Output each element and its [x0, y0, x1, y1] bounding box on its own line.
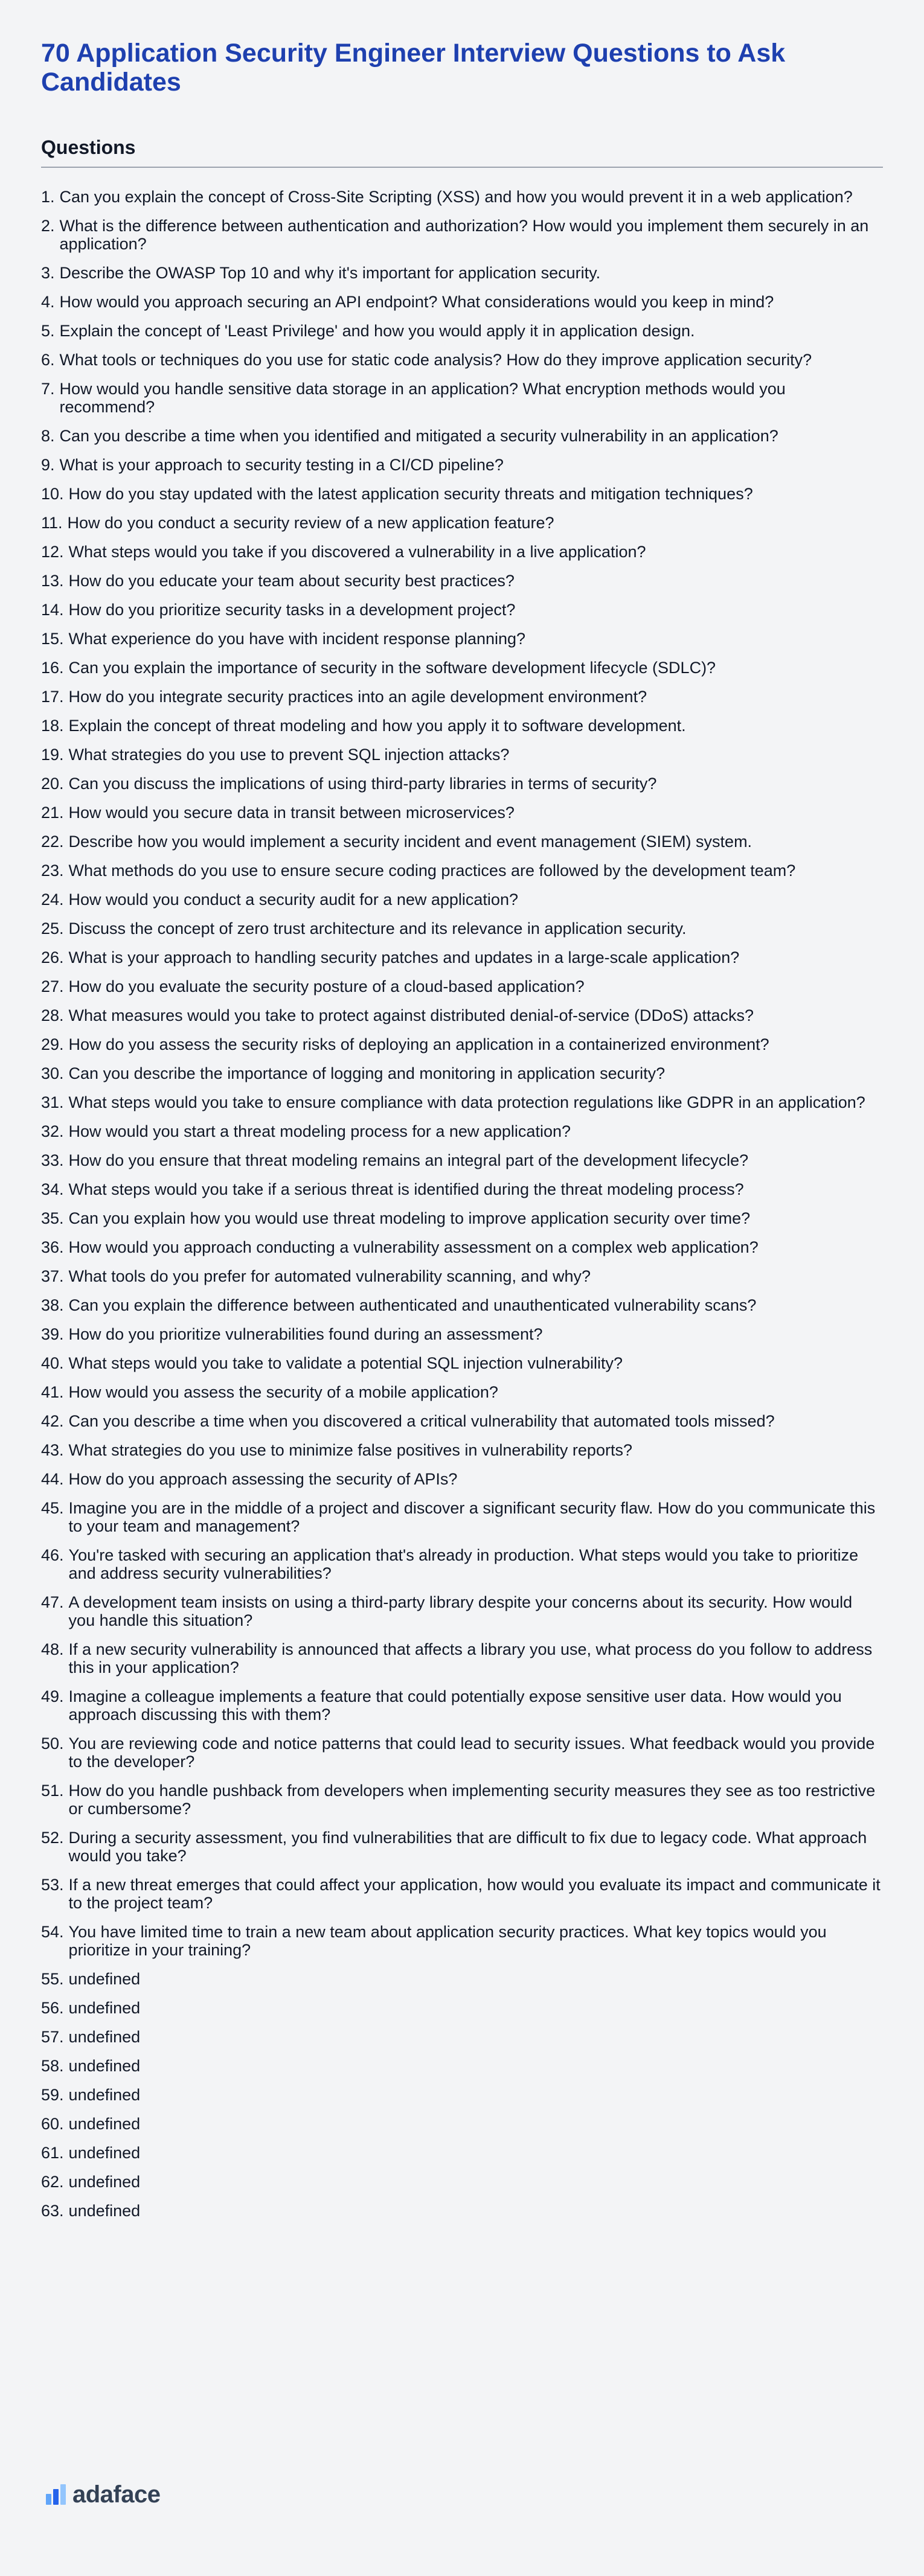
question-text: undefined: [68, 2086, 141, 2104]
question-text: Describe how you would implement a security incident and event management (SIEM) system.: [68, 833, 752, 851]
question-number: 56.: [41, 1999, 64, 2017]
question-number: 6.: [41, 351, 55, 369]
question-number: 55.: [41, 1970, 64, 1988]
question-text: How do you evaluate the security posture of a cloud-based application?: [68, 977, 585, 996]
question-number: 26.: [41, 948, 64, 967]
question-text: What is your approach to handling security patches and updates in a large-scale application?: [68, 948, 740, 967]
question-text: undefined: [68, 2028, 141, 2046]
question-text: Can you describe the importance of logging and monitoring in application security?: [68, 1064, 666, 1082]
question-item: [41, 1682, 883, 1729]
question-number: 60.: [41, 2115, 64, 2133]
question-number: 3.: [41, 264, 55, 282]
question-item: [41, 2022, 883, 2051]
question-text: Explain the concept of threat modeling and how you apply it to software development.: [68, 717, 686, 735]
question-item: [41, 1436, 883, 1465]
question-text: Can you explain the difference between authenticated and unauthenticated vulnerability scans?: [68, 1296, 757, 1314]
question-text: undefined: [68, 2173, 141, 2191]
question-item: [41, 1635, 883, 1682]
question-text: What steps would you take if a serious threat is identified during the threat modeling process?: [68, 1180, 744, 1198]
question-number: 17.: [41, 688, 64, 706]
question-item: [41, 653, 883, 682]
question-text: If a new threat emerges that could affect your application, how would you evaluate its impact and communicate it to the project team?: [68, 1876, 881, 1912]
question-text: What steps would you take if you discovered a vulnerability in a live application?: [68, 543, 646, 561]
question-text: How do you approach assessing the security of APIs?: [68, 1470, 458, 1488]
question-text: How would you assess the security of a mobile application?: [68, 1383, 498, 1401]
question-item: [41, 421, 883, 450]
question-number: 2.: [41, 217, 55, 235]
question-number: 25.: [41, 919, 64, 938]
brand-name: adaface: [72, 2481, 161, 2508]
question-number: 40.: [41, 1354, 64, 1372]
question-item: [41, 885, 883, 914]
question-text: Can you discuss the implications of using third-party libraries in terms of security?: [68, 775, 657, 793]
question-number: 12.: [41, 543, 64, 561]
question-number: 9.: [41, 456, 55, 474]
question-item: [41, 1378, 883, 1407]
question-number: 47.: [41, 1593, 64, 1611]
question-number: 32.: [41, 1122, 64, 1140]
question-item: [41, 2138, 883, 2167]
question-item: [41, 1088, 883, 1117]
question-number: 34.: [41, 1180, 64, 1198]
question-number: 44.: [41, 1470, 64, 1488]
question-item: [41, 1407, 883, 1436]
question-number: 15.: [41, 630, 64, 648]
question-text: How do you integrate security practices into an agile development environment?: [68, 688, 647, 706]
question-text: How do you educate your team about security best practices?: [68, 572, 515, 590]
question-item: [41, 374, 883, 421]
question-text: How do you prioritize vulnerabilities found during an assessment?: [68, 1325, 543, 1343]
question-number: 42.: [41, 1412, 64, 1430]
question-text: undefined: [68, 2144, 141, 2162]
question-text: Describe the OWASP Top 10 and why it's important for application security.: [59, 264, 601, 282]
question-number: 50.: [41, 1734, 64, 1753]
question-number: 14.: [41, 601, 64, 619]
question-item: [41, 856, 883, 885]
question-text: What measures would you take to protect against distributed denial-of-service (DDoS) attacks?: [68, 1006, 754, 1024]
question-item: [41, 798, 883, 827]
question-item: [41, 211, 883, 258]
question-number: 20.: [41, 775, 64, 793]
question-item: [41, 769, 883, 798]
section-divider: [41, 167, 883, 168]
question-item: [41, 1541, 883, 1588]
question-item: [41, 1291, 883, 1320]
question-text: Can you explain how you would use threat modeling to improve application security over time?: [68, 1209, 751, 1227]
question-item: [41, 972, 883, 1001]
question-item: [41, 2080, 883, 2109]
question-number: 23.: [41, 861, 64, 880]
question-item: [41, 624, 883, 653]
question-text: What is the difference between authentication and authorization? How would you implement them securely in an application?: [59, 217, 869, 253]
question-item: [41, 1494, 883, 1541]
question-number: 11.: [41, 514, 63, 532]
question-text: How do you ensure that threat modeling remains an integral part of the development lifecycle?: [68, 1151, 749, 1169]
question-number: 49.: [41, 1687, 64, 1705]
question-item: [41, 595, 883, 624]
question-text: Can you describe a time when you identified and mitigated a security vulnerability in an application?: [59, 427, 778, 445]
question-item: [41, 287, 883, 316]
question-text: undefined: [68, 1970, 141, 1988]
question-number: 5.: [41, 322, 55, 340]
question-number: 38.: [41, 1296, 64, 1314]
question-item: [41, 316, 883, 345]
question-text: Imagine a colleague implements a feature that could potentially expose sensitive user data. How would you approach discussing this with them?: [68, 1687, 842, 1724]
question-item: [41, 1964, 883, 1993]
question-list: [41, 182, 883, 2225]
section-heading: Questions: [41, 136, 136, 158]
question-item: [41, 1262, 883, 1291]
question-text: Can you describe a time when you discovered a critical vulnerability that automated tools missed?: [68, 1412, 775, 1430]
question-number: 27.: [41, 977, 64, 996]
question-item: [41, 1870, 883, 1917]
question-number: 63.: [41, 2202, 64, 2220]
question-text: What strategies do you use to minimize false positives in vulnerability reports?: [68, 1441, 632, 1459]
question-text: Imagine you are in the middle of a project and discover a significant security flaw. How do you communicate this to your team and management?: [68, 1499, 876, 1535]
question-item: [41, 1349, 883, 1378]
question-text: A development team insists on using a third-party library despite your concerns about its security. How would you handle this situation?: [68, 1593, 853, 1629]
question-number: 53.: [41, 1876, 64, 1894]
question-text: How do you prioritize security tasks in a development project?: [68, 601, 516, 619]
question-number: 36.: [41, 1238, 64, 1256]
question-number: 31.: [41, 1093, 64, 1111]
page-title: 70 Application Security Engineer Interview Questions to Ask Candidates: [41, 39, 786, 97]
question-item: [41, 508, 883, 537]
question-text: What tools or techniques do you use for static code analysis? How do they improve application security?: [59, 351, 812, 369]
question-text: How do you stay updated with the latest application security threats and mitigation techniques?: [68, 485, 753, 503]
question-text: Explain the concept of 'Least Privilege' and how you would apply it in application design.: [59, 322, 695, 340]
question-text: How do you handle pushback from developers when implementing security measures they see as too restrictive or cumbersome?: [68, 1782, 876, 1818]
question-item: [41, 1320, 883, 1349]
question-item: [41, 1175, 883, 1204]
question-text: What strategies do you use to prevent SQL injection attacks?: [68, 746, 510, 764]
question-item: [41, 2051, 883, 2080]
question-number: 10.: [41, 485, 64, 503]
question-item: [41, 1233, 883, 1262]
question-text: What is your approach to security testing in a CI/CD pipeline?: [59, 456, 504, 474]
question-item: [41, 479, 883, 508]
question-text: What methods do you use to ensure secure coding practices are followed by the development team?: [68, 861, 796, 880]
question-item: [41, 1917, 883, 1964]
question-item: [41, 1776, 883, 1823]
question-item: [41, 2167, 883, 2196]
question-text: Can you explain the importance of security in the software development lifecycle (SDLC)?: [68, 659, 716, 677]
question-item: [41, 1465, 883, 1494]
question-number: 29.: [41, 1035, 64, 1053]
question-item: [41, 740, 883, 769]
question-number: 45.: [41, 1499, 64, 1517]
question-number: 39.: [41, 1325, 64, 1343]
question-number: 24.: [41, 890, 64, 909]
question-text: What steps would you take to validate a potential SQL injection vulnerability?: [68, 1354, 623, 1372]
question-item: [41, 1588, 883, 1635]
question-number: 41.: [41, 1383, 64, 1401]
question-item: [41, 827, 883, 856]
question-number: 43.: [41, 1441, 64, 1459]
question-item: [41, 345, 883, 374]
brand-footer: [46, 2481, 160, 2508]
question-item: [41, 566, 883, 595]
question-text: undefined: [68, 2115, 141, 2133]
question-number: 28.: [41, 1006, 64, 1024]
question-text: How would you conduct a security audit for a new application?: [68, 890, 518, 909]
question-item: [41, 943, 883, 972]
question-item: [41, 711, 883, 740]
question-number: 48.: [41, 1640, 64, 1658]
question-number: 4.: [41, 293, 55, 311]
question-text: How do you assess the security risks of deploying an application in a containerized environment?: [68, 1035, 769, 1053]
question-item: [41, 1146, 883, 1175]
question-text: What steps would you take to ensure compliance with data protection regulations like GDPR in an application?: [68, 1093, 865, 1111]
question-number: 1.: [41, 188, 55, 206]
question-text: How would you start a threat modeling process for a new application?: [68, 1122, 571, 1140]
question-text: You have limited time to train a new team about application security practices. What key topics would you prioritize in your training?: [68, 1923, 827, 1959]
question-number: 33.: [41, 1151, 64, 1169]
question-text: How would you approach securing an API endpoint? What considerations would you keep in mind?: [59, 293, 774, 311]
question-item: [41, 1001, 883, 1030]
question-number: 35.: [41, 1209, 64, 1227]
question-item: [41, 1030, 883, 1059]
question-item: [41, 2196, 883, 2225]
question-text: undefined: [68, 2202, 141, 2220]
question-text: Discuss the concept of zero trust architecture and its relevance in application security.: [68, 919, 687, 938]
question-text: How would you secure data in transit between microservices?: [68, 804, 515, 822]
question-number: 22.: [41, 833, 64, 851]
question-item: [41, 2109, 883, 2138]
question-number: 59.: [41, 2086, 64, 2104]
question-number: 7.: [41, 380, 55, 398]
question-item: [41, 537, 883, 566]
question-item: [41, 1729, 883, 1776]
question-text: How would you approach conducting a vulnerability assessment on a complex web application?: [68, 1238, 759, 1256]
question-item: [41, 258, 883, 287]
question-number: 30.: [41, 1064, 64, 1082]
question-text: If a new security vulnerability is announced that affects a library you use, what process do you follow to address this in your application?: [68, 1640, 873, 1676]
question-item: [41, 1993, 883, 2022]
question-text: Can you explain the concept of Cross-Site Scripting (XSS) and how you would prevent it in a web application?: [59, 188, 853, 206]
question-text: What experience do you have with incident response planning?: [68, 630, 526, 648]
adaface-logo-icon: [46, 2484, 66, 2505]
question-number: 19.: [41, 746, 64, 764]
question-number: 61.: [41, 2144, 64, 2162]
question-number: 62.: [41, 2173, 64, 2191]
question-number: 58.: [41, 2057, 64, 2075]
question-item: [41, 1823, 883, 1870]
question-text: undefined: [68, 2057, 141, 2075]
question-number: 21.: [41, 804, 64, 822]
question-number: 46.: [41, 1546, 64, 1564]
question-number: 54.: [41, 1923, 64, 1941]
question-item: [41, 682, 883, 711]
question-number: 13.: [41, 572, 64, 590]
question-item: [41, 450, 883, 479]
question-item: [41, 914, 883, 943]
question-number: 51.: [41, 1782, 64, 1800]
question-text: undefined: [68, 1999, 141, 2017]
question-number: 52.: [41, 1829, 64, 1847]
question-item: [41, 1117, 883, 1146]
question-item: [41, 1204, 883, 1233]
question-text: During a security assessment, you find vulnerabilities that are difficult to fix due to legacy code. What approach would you take?: [68, 1829, 867, 1865]
question-text: How would you handle sensitive data storage in an application? What encryption methods would you recommend?: [59, 380, 786, 416]
question-number: 16.: [41, 659, 64, 677]
question-text: How do you conduct a security review of a new application feature?: [67, 514, 554, 532]
question-item: [41, 182, 883, 211]
question-item: [41, 1059, 883, 1088]
question-text: What tools do you prefer for automated vulnerability scanning, and why?: [68, 1267, 591, 1285]
question-text: You're tasked with securing an application that's already in production. What steps would you take to prioritize and address security vulnerabilities?: [68, 1546, 859, 1582]
question-number: 18.: [41, 717, 64, 735]
question-number: 57.: [41, 2028, 64, 2046]
question-number: 37.: [41, 1267, 64, 1285]
question-text: You are reviewing code and notice patterns that could lead to security issues. What feedback would you provide to the developer?: [68, 1734, 875, 1771]
question-number: 8.: [41, 427, 55, 445]
